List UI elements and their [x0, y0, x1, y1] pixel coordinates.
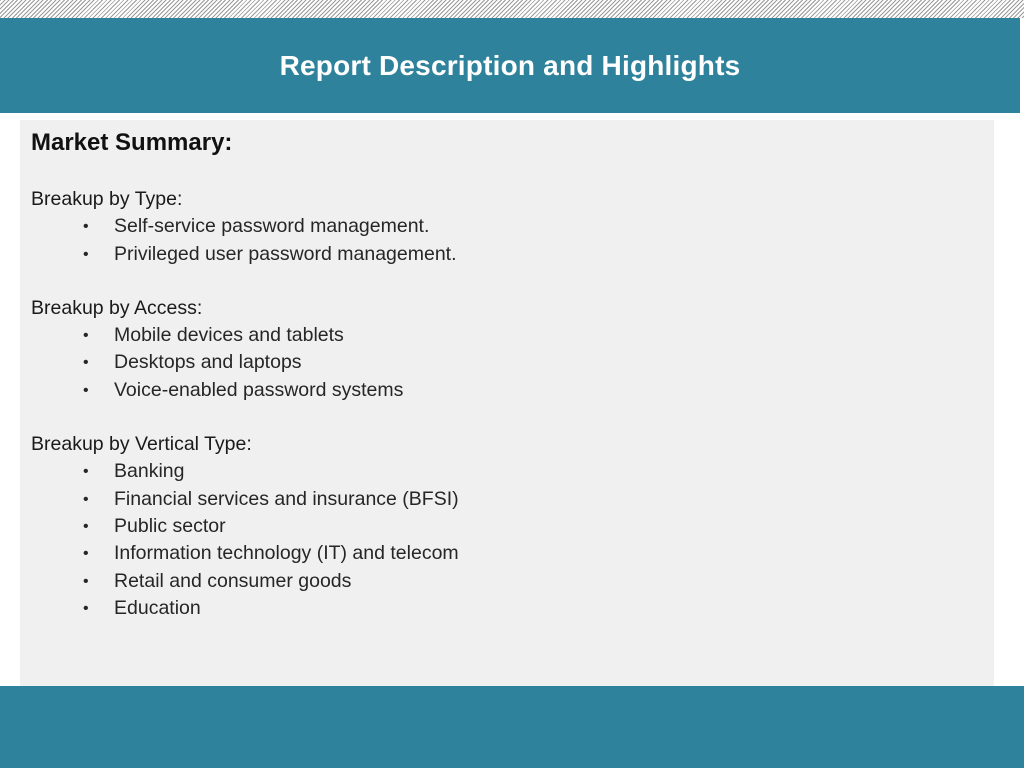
- bullet-icon: •: [83, 354, 89, 372]
- list-item-text: Voice-enabled password systems: [114, 378, 404, 401]
- list-item: [31, 213, 994, 240]
- list-item-text: Information technology (IT) and telecom: [114, 542, 459, 565]
- list-item-text: Public sector: [114, 514, 226, 537]
- bullet-icon: •: [83, 463, 89, 481]
- list-item: [31, 513, 994, 540]
- bullet-list: [31, 458, 994, 622]
- list-item-text: Mobile devices and tablets: [114, 324, 344, 347]
- footer-bar: [0, 686, 1024, 768]
- title-bar: [0, 18, 1020, 113]
- list-item: [31, 377, 994, 404]
- list-item: [31, 458, 994, 485]
- bullet-icon: •: [83, 599, 89, 617]
- bullet-icon: •: [83, 381, 89, 399]
- bullet-list: [31, 213, 994, 268]
- bullet-list: [31, 322, 994, 404]
- list-item: [31, 322, 994, 349]
- list-item-text: Privileged user password management.: [114, 242, 457, 265]
- group-title: Breakup by Vertical Type:: [31, 433, 252, 456]
- list-item: [31, 349, 994, 376]
- list-item: [31, 595, 994, 622]
- bullet-icon: •: [83, 517, 89, 535]
- bullet-icon: •: [83, 490, 89, 508]
- list-item: [31, 540, 994, 567]
- breakup-by-type: [31, 186, 994, 268]
- list-item-text: Financial services and insurance (BFSI): [114, 487, 459, 510]
- bullet-icon: •: [83, 245, 89, 263]
- section-heading: Market Summary:: [31, 129, 233, 156]
- decorative-stripe: [0, 0, 1024, 18]
- breakup-by-access: [31, 295, 994, 404]
- list-item-text: Banking: [114, 460, 185, 483]
- list-item-text: Self-service password management.: [114, 215, 430, 238]
- list-item-text: Retail and consumer goods: [114, 569, 352, 592]
- bullet-icon: •: [83, 218, 89, 236]
- content-panel: [20, 120, 994, 686]
- list-item-text: Desktops and laptops: [114, 351, 302, 374]
- bullet-icon: •: [83, 327, 89, 345]
- list-item-text: Education: [114, 596, 201, 619]
- page-title: Report Description and Highlights: [279, 49, 741, 81]
- list-item: [31, 241, 994, 268]
- bullet-icon: •: [83, 545, 89, 563]
- list-item: [31, 568, 994, 595]
- group-title: Breakup by Access:: [31, 296, 203, 319]
- group-title: Breakup by Type:: [31, 188, 183, 210]
- breakup-by-vertical-type: [31, 431, 994, 622]
- list-item: [31, 486, 994, 513]
- bullet-icon: •: [83, 572, 89, 590]
